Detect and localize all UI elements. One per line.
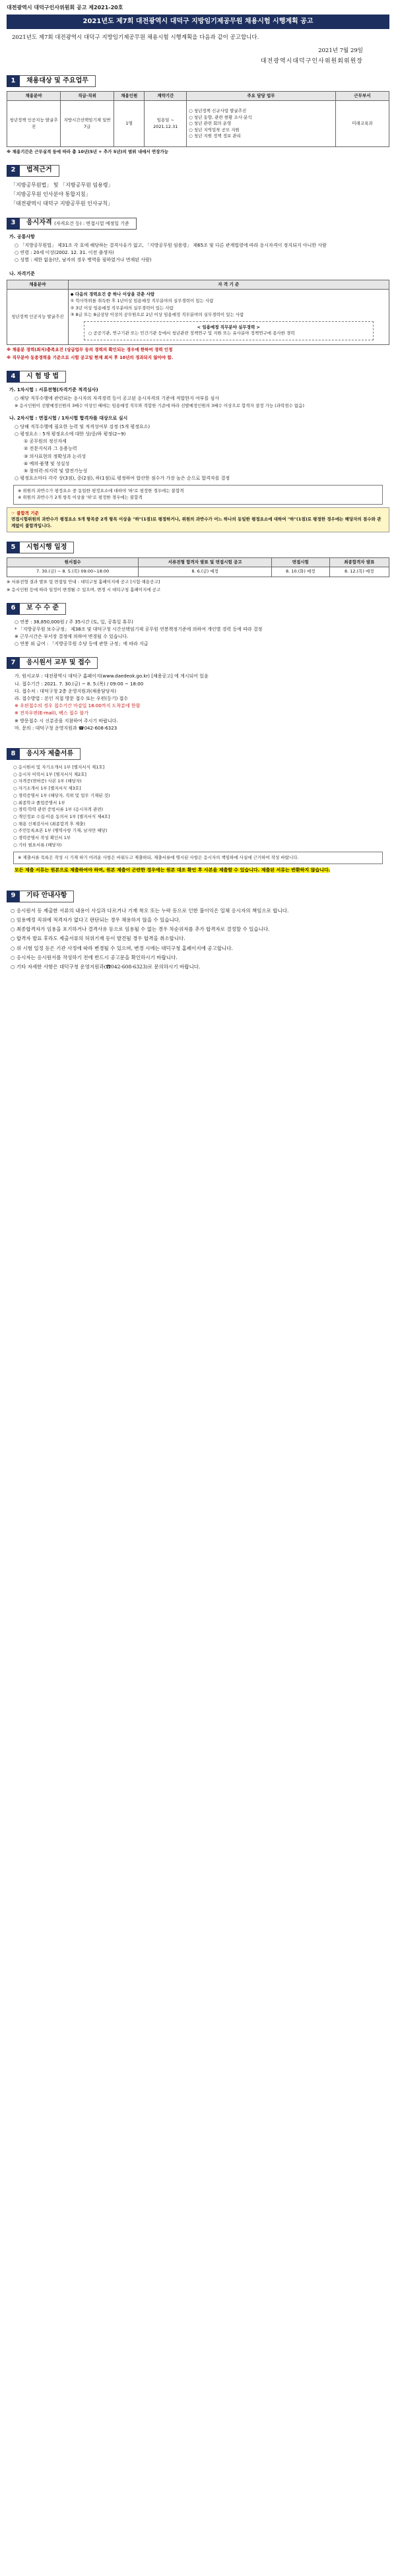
list-item: ⑤ 창의력·의지력 및 발전가능성: [24, 468, 88, 474]
section-8-header: [7, 748, 389, 760]
list-item: ○ 자격증(면허증) 사본 1부 (해당자): [13, 778, 82, 784]
list-item: ※ 응시인원이 선발예정인원의 3배수 이상인 때에는 임용예정 직무와 적합한 기준에 따라 선발예정인원의 3배수 이상으로 합격자 결정 가능 (과락점수 없음): [15, 403, 304, 409]
criteria-line: ○ 공공기관, 연구기관 또는 민간기관 등에서 청년관련 정책연구 및 지원 또는 유사분야 정책연구에 종사한 경력: [88, 330, 295, 336]
section-title: 기타 안내사항: [20, 891, 74, 902]
list-item: ○ 평정요소마다 각각 상(3점), 중(2점), 하(1점)로 평정하여 합산한 점수가 가장 높은 순으로 합격자를 결정: [15, 476, 230, 482]
notice-body: 면접시험위원의 과반수가 평정요소 5개 항목중 2개 항목 이상을 "하"(1점)로 평정하거나, 위원의 과반수가 어느 하나의 동일한 평정요소에 대하여 "하"(1점)로 평정한 경우에는 해당자의 점수와 관계없이 불합격입니다.: [11, 517, 381, 528]
legal-basis-list: [7, 181, 389, 208]
list-item: ○ 경력증명서 1부 (해당자, 직위 및 업무 기재된 것): [13, 792, 110, 798]
col-header: 주요 담당 업무: [187, 91, 336, 100]
section-title: 응시원서 교부 및 접수: [20, 657, 98, 669]
cell-application: 7. 30.(금) ~ 8. 5.(목) 09:00~18:00: [7, 567, 139, 577]
list-item: 가. 원서교부 : 대전광역시 대덕구 홈페이지(www.daedeok.go.kr) [채용공고] 에 게시되어 있음: [15, 674, 209, 679]
col-header: 채용인원: [114, 91, 145, 100]
list-item: ※ 근무시간은 부서장 결정에 의하여 변경될 수 있습니다.: [15, 634, 129, 640]
section-number: 1: [7, 75, 20, 87]
cell-final-result: 8. 12.(목) 예정: [329, 567, 389, 577]
section-7-header: [7, 657, 389, 669]
list-item: ○ 채용 신체검사서 (최종합격 후 제출): [13, 821, 85, 827]
list-item: * 「지방공무원 보수규정」 제38조 및 대덕구청 시간선택임기제 공무원 연봉책정기준에 의하여 개인별 경력 등에 따라 결정: [15, 626, 263, 632]
section-3-note: ※ 직무분야 동종경력을 기준으로 시험 공고일 현재 최저 후 10년의 경과되지 않아야 함.: [7, 355, 174, 361]
list-item: ○ 최종합격자가 임용을 포기하거나 결격사유 등으로 임용될 수 없는 경우 차순위자를 추가 합격자로 결정할 수 있습니다.: [11, 926, 270, 933]
section-title: 시험시행 일정: [20, 542, 74, 553]
documents-note-box: ※ 제출서류 목록은 작성 시 기재 하기 어려운 사항은 비워두고 제출하되, 제출서류에 명시된 사항은 응시자의 책임하에 사실에 근거하여 작성 바랍니다.: [13, 852, 383, 865]
list-item: ① 공무원의 정신자세: [24, 439, 67, 445]
list-item: ○ 위 시험 일정 등은 기관 사정에 따라 변경될 수 있으며, 변경 시에는 대덕구청 홈페이지에 공고합니다.: [11, 945, 233, 951]
fail-rule-box: [13, 485, 383, 505]
section-title: 법적근거: [20, 165, 59, 177]
list-item: ○ 주민등록초본 1부 (병역사항 기재, 남자만 해당): [13, 828, 108, 834]
col-header: 최종합격자 발표: [329, 558, 389, 567]
section-1-note: ※ 채용기간은 근무실적 등에 따라 총 10년(5년 + 추가 5년)의 범위 내에서 연장가능: [7, 149, 169, 155]
list-item: ※ 위원의 과반수가 평정요소 중 동일한 평정요소에 대하여 '하'로 평정한 경우에는 불합격: [18, 488, 184, 494]
col-header: 계약기간: [145, 91, 187, 100]
list-item: ○ 응시원서 및 자기소개서 1부 [별지서식 제1호]: [13, 764, 105, 770]
section-1-header: [7, 75, 389, 87]
col-header: 근무부서: [335, 91, 389, 100]
criteria-line: ① 학사학위를 취득한 후 1년이상 임용예정 직무분야의 실무경력이 있는 사람: [70, 298, 214, 304]
list-item: ○ 연령 : 20세 이상(2002. 12. 31. 이전 출생자): [15, 250, 114, 256]
notice-number: 대전광역시 대덕구인사위원회 공고 제2021-20호: [7, 5, 123, 11]
schedule-table: [7, 557, 389, 577]
col-header: 서류전형 합격자 발표 및 면접시험 공고: [139, 558, 272, 567]
section-2-header: [7, 165, 389, 177]
list-item: ④ 예의·품행 및 성실성: [24, 460, 70, 466]
cell-rank: 지방시간선택임기제 일반 7급: [61, 101, 114, 147]
col-header: 채용분야: [7, 280, 69, 289]
list-item: ○ 성별 : 제한 없음(단, 남자의 경우 병역을 필하였거나 면제된 사람): [15, 257, 152, 263]
list-item: ○ 임용예정 직위에 적격자가 없다고 판단되는 경우 채용하지 않을 수 있습니다.: [11, 916, 181, 923]
col-header: 채용분야: [7, 91, 61, 100]
cell-field: 청년정책 인공지능 발굴추진: [7, 290, 69, 345]
section-6-header: [7, 603, 389, 615]
section-3-header: [7, 218, 389, 230]
section-title: 응시자 제출서류: [20, 748, 81, 760]
section-number: 5: [7, 542, 20, 553]
other-info-list: [7, 906, 389, 972]
list-item: 「지방공무원법」 및 「지방공무원 임용령」: [11, 181, 114, 188]
highlighted-text: 모든 제출 서류는 원본으로 제출하여야 하며, 원본 제출이 곤란한 경우에는 원본 대조 확인 후 사본을 제출할 수 있습니다. 제출된 서류는 반환하지 않습니다.: [15, 867, 331, 873]
list-item: ※ 전자우편(E-mail), 팩스 접수 불가: [15, 710, 89, 716]
list-item: ○ 경력·학력 관련 증빙서류 1부 (응시자격 관련): [13, 807, 104, 813]
section-title: 채용대상 및 주요업무: [20, 75, 96, 87]
list-item: ○ 해당 직무수행에 관련되는 응시자의 자격경력 등이 공고된 응시자격의 기준에 적합한지 여부를 심사: [15, 396, 220, 402]
recruit-table: [7, 91, 389, 147]
section-5-header: [7, 542, 389, 553]
documents-list: [7, 764, 389, 849]
cell-interview: 8. 10.(화) 예정: [271, 567, 329, 577]
list-item: ○ 최종학교 졸업증명서 1부: [13, 800, 65, 805]
section-number: 7: [7, 657, 20, 669]
subsection-label: 나. 자격기준: [9, 271, 35, 277]
section-4-header: [7, 371, 389, 383]
cell-field: 청년정책 인공지능 발굴추진: [7, 101, 61, 147]
list-item: ○ 경력증명서 작성 확인서 1부: [13, 835, 71, 841]
subsection-label: 나. 2차시험 : 면접시험 / 1차시험 합격자를 대상으로 실시: [9, 415, 128, 421]
exam-2-desc: [7, 424, 389, 483]
criteria-line: ◆ 다음의 경력요건 중 하나 이상을 갖춘 사람: [70, 292, 155, 297]
intro-text: 2021년도 제7회 대전광역시 대덕구 지방임기제공무원 채용시험 시행계획을 다음과 같이 공고합니다.: [12, 34, 259, 42]
criteria-line: ② 3년 이상 임용예정 직무분야의 실무경력이 있는 사람: [70, 305, 174, 311]
section-title: [20, 218, 137, 230]
list-item: ○ 연봉 외 급여 : 「지방공무원 수당 등에 관한 규정」에 따라 지급: [15, 641, 148, 647]
section-number: 2: [7, 165, 20, 177]
list-item: ※ 방문접수 시 신분증을 지참하여 주시기 바랍니다.: [15, 718, 118, 724]
list-item: 「지방공무원 인사분야 통합지침」: [11, 191, 91, 197]
list-item: 나. 접수기간 : 2021. 7. 30.(금) ~ 8. 5.(목) / 09:00 ~ 18:00: [15, 681, 144, 687]
section-number: 6: [7, 603, 20, 615]
criteria-line: ③ 8급 또는 8급상당 이상의 공무원으로 2년 이상 임용예정 직무분야의 실무경력이 있는 사람: [70, 312, 244, 318]
list-item: ○ 개인정보 수집·이용 동의서 1부 [별지서식 제4호]: [13, 814, 110, 819]
section-title: 시 험 방 법: [20, 371, 66, 383]
section-title: 보 수 수 준: [20, 603, 66, 615]
section-number: 8: [7, 748, 20, 760]
section-number: 3: [7, 218, 20, 230]
section-title-sub: (자격요건 등) : 면접시험 예정일 기준: [54, 220, 129, 226]
section-number: 4: [7, 371, 20, 383]
experience-box: [84, 321, 374, 341]
cell-document-result: 8. 6.(금) 예정: [139, 567, 272, 577]
common-requirements: [7, 242, 389, 265]
qualification-table: [7, 280, 389, 345]
list-item: ② 전문지식과 그 응용능력: [24, 446, 77, 452]
section-3-note: ※ 채용분 경력(최저)충족요건 (상급업무 등의 경력의 확인되는 경우에 한하여 경력 인정: [7, 347, 173, 353]
col-header: 면접시험: [271, 558, 329, 567]
cell-duties: ○ 청년정책 신규사업 발굴추진 ○ 청년 동향, 관련 현황 조사·분석 ○ 청년 관련 회의 운영 ○ 청년 지역밀착 공모 지원 ○ 청년 지원 정책 정보 관리: [187, 101, 336, 147]
col-header: 원서접수: [7, 558, 139, 567]
notice-title: 2021년도 제7회 대전광역시 대덕구 지방임기제공무원 채용시험 시행계획 공고: [7, 15, 389, 30]
section-9-header: [7, 891, 389, 902]
list-item: 마. 문의 : 대덕구청 운영지원과 ☎042-608-6323: [15, 725, 117, 731]
list-item: ○ 자기소개서 1부 [별지서식 제3호]: [13, 786, 81, 792]
list-item: 「대전광역시 대덕구 지방공무원 인사규칙」: [11, 200, 114, 206]
list-item: ※ 위원의 과반수가 2개 항목 이상을 '하'로 평정한 경우에는 불합격: [18, 495, 143, 501]
list-item: ○ 응시원서 등 제출한 서류의 내용이 사실과 다르거나 기재 착오 또는 누락 등으로 인한 불이익은 일체 응시자의 책임으로 합니다.: [11, 907, 289, 914]
col-header: 직급·직위: [61, 91, 114, 100]
list-item: ③ 의사표현의 정확성과 논리성: [24, 453, 86, 459]
cell-dept: 미래교육과: [335, 101, 389, 147]
notice-title: ☞ 불합격 기준: [11, 510, 39, 516]
list-item: ○ 기타 자세한 사항은 대덕구청 운영지원과(☎042-608-6323)로 문의하시기 바랍니다.: [11, 964, 201, 970]
section-5-note: ※ 응시인원 등에 따라 일정이 변경될 수 있으며, 변경 시 대덕구청 홈페이지에 공고: [7, 587, 161, 593]
subsection-label: 가. 1차시험 : 서류전형(자격기준 적격심사): [9, 387, 98, 393]
cell-count: 1명: [114, 101, 145, 147]
application-desc: [7, 673, 389, 732]
list-item: ○ 합격자 발표 후라도 제출서류의 허위기재 등이 발견될 경우 합격을 취소합니다.: [11, 935, 185, 942]
exam-1-desc: [7, 395, 389, 410]
section-number: 9: [7, 891, 20, 902]
cell-period: 임용일 ~ 2021.12.31: [145, 101, 187, 147]
fail-criteria-notice: [7, 507, 389, 532]
list-item: ○ 응시자 이력서 1부 [별지서식 제2호]: [13, 771, 86, 777]
issuing-org: 대전광역시대덕구인사위원회위원장: [260, 57, 363, 65]
list-item: 다. 접수처 : 대덕구청 2층 운영지원과(채용담당자): [15, 688, 117, 694]
list-item: ○ 당해 직무수행에 필요한 능력 및 적격성여부 검정 (5개 평정요소): [15, 424, 150, 429]
section-5-note: ※ 서류전형 결과 발표 및 면접일 안내 : 대덕구청 홈페이지에 공고 [시험·채용공고]: [7, 579, 160, 584]
list-item: ○ 연봉 : 38,850,000원 / 주 35시간 (토, 일, 공휴일 휴무): [15, 619, 133, 625]
cell-criteria: [68, 290, 389, 345]
subsection-label: 가. 공통사항: [9, 234, 35, 239]
col-header: 자 격 기 준: [68, 280, 389, 289]
list-item: ※ 우편접수의 경우 접수기간 마감일 18:00까지 도착분에 한함: [15, 703, 141, 709]
salary-desc: [7, 619, 389, 648]
list-item: ○ 기타 필요서류 (해당자): [13, 842, 62, 848]
criteria-line: < 임용예정 직무분야 실무경력 >: [197, 324, 260, 330]
notice-date: 2021년 7월 29일: [318, 47, 363, 54]
list-item: ○ 「지방공무원법」 제31조 각 호에 해당하는 결격사유가 없고, 「지방공무원 임용령」 제65조 및 다른 관계법령에 따라 응시자격이 정지되지 아니한 사람: [15, 242, 327, 248]
list-item: 라. 접수방법 : 본인 직접 방문 접수 또는 우편(등기) 접수: [15, 696, 129, 702]
list-item: ○ 응시자는 응시원서를 작성하기 전에 반드시 공고문을 확인하시기 바랍니다.: [11, 954, 178, 960]
documents-final-note: [7, 867, 389, 874]
list-item: ○ 평정요소 : 5개 평정요소에 대한 상/중/하 평정(2~9): [15, 431, 126, 437]
section-title-main: 응시자격: [26, 219, 52, 227]
